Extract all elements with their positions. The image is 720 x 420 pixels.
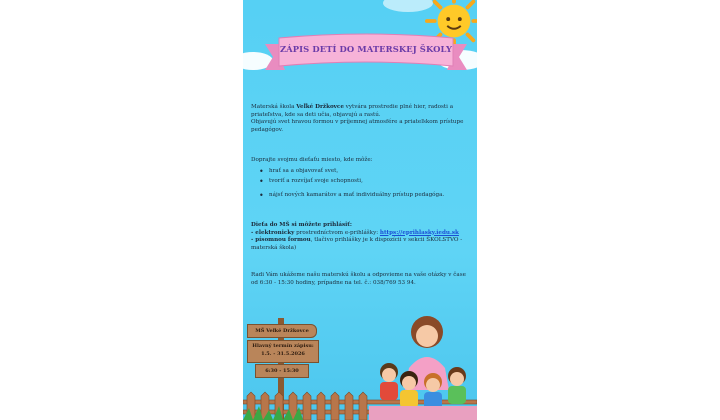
poster	[243, 0, 477, 420]
title-ribbon	[263, 30, 469, 80]
apply-heading: Dieťa do MŠ si môžete prihlásiť:	[251, 222, 352, 228]
apply-section: Dieťa do MŠ si môžete prihlásiť: - elektronicky prostredníctvom e-prihlášky: https://eprihlasky.iedu.sk - písomnou formou, tlačivo prihlášky je k dispozícii v sekcii ŠKOLSTVO - materská škola)	[251, 222, 463, 251]
list-item: • tvoriť a rozvíjať svoje schopnosti,	[259, 178, 469, 184]
page-title: ZÁPIS DETÍ DO MATERSKEJ ŠKOLY	[279, 44, 453, 54]
teacher-children-illustration	[369, 310, 477, 420]
closing-text: Radi Vám ukážeme našu materskú školu a odpovieme na vaše otázky v čase od 6:30 - 15:30 hodiny, prípadne na tel. č.: 038/769 53 94.	[251, 272, 466, 286]
sign-hours: 6:30 - 15:30	[255, 364, 309, 378]
offer-lead: Doprajte svojmu dieťaťu miesto, kde môže:	[251, 157, 373, 163]
list-item: • hrať sa a objavovať svet,	[259, 168, 469, 174]
sign-school: MŠ Veľké Držkovce	[247, 324, 317, 338]
school-name: Veľké Držkovce	[296, 104, 344, 110]
list-item: • nájsť nových kamarátov a mať individuálny prístup pedagóga.	[259, 192, 469, 198]
offer-list	[259, 168, 469, 198]
eprihlasky-link[interactable]: https://eprihlasky.iedu.sk	[379, 229, 459, 236]
sign-term: Hlavný termín zápisu: 1.5. - 31.5.2026	[247, 340, 319, 363]
intro-text: Materská škola Veľké Držkovce vytvára prostredie plné hier, radosti a priateľstva, kde sa deti učia, objavujú a rastú. Objavujú svet hravou formou v príjemnej atmosfére a priateľskom prístupe pedagógov.	[251, 104, 464, 133]
